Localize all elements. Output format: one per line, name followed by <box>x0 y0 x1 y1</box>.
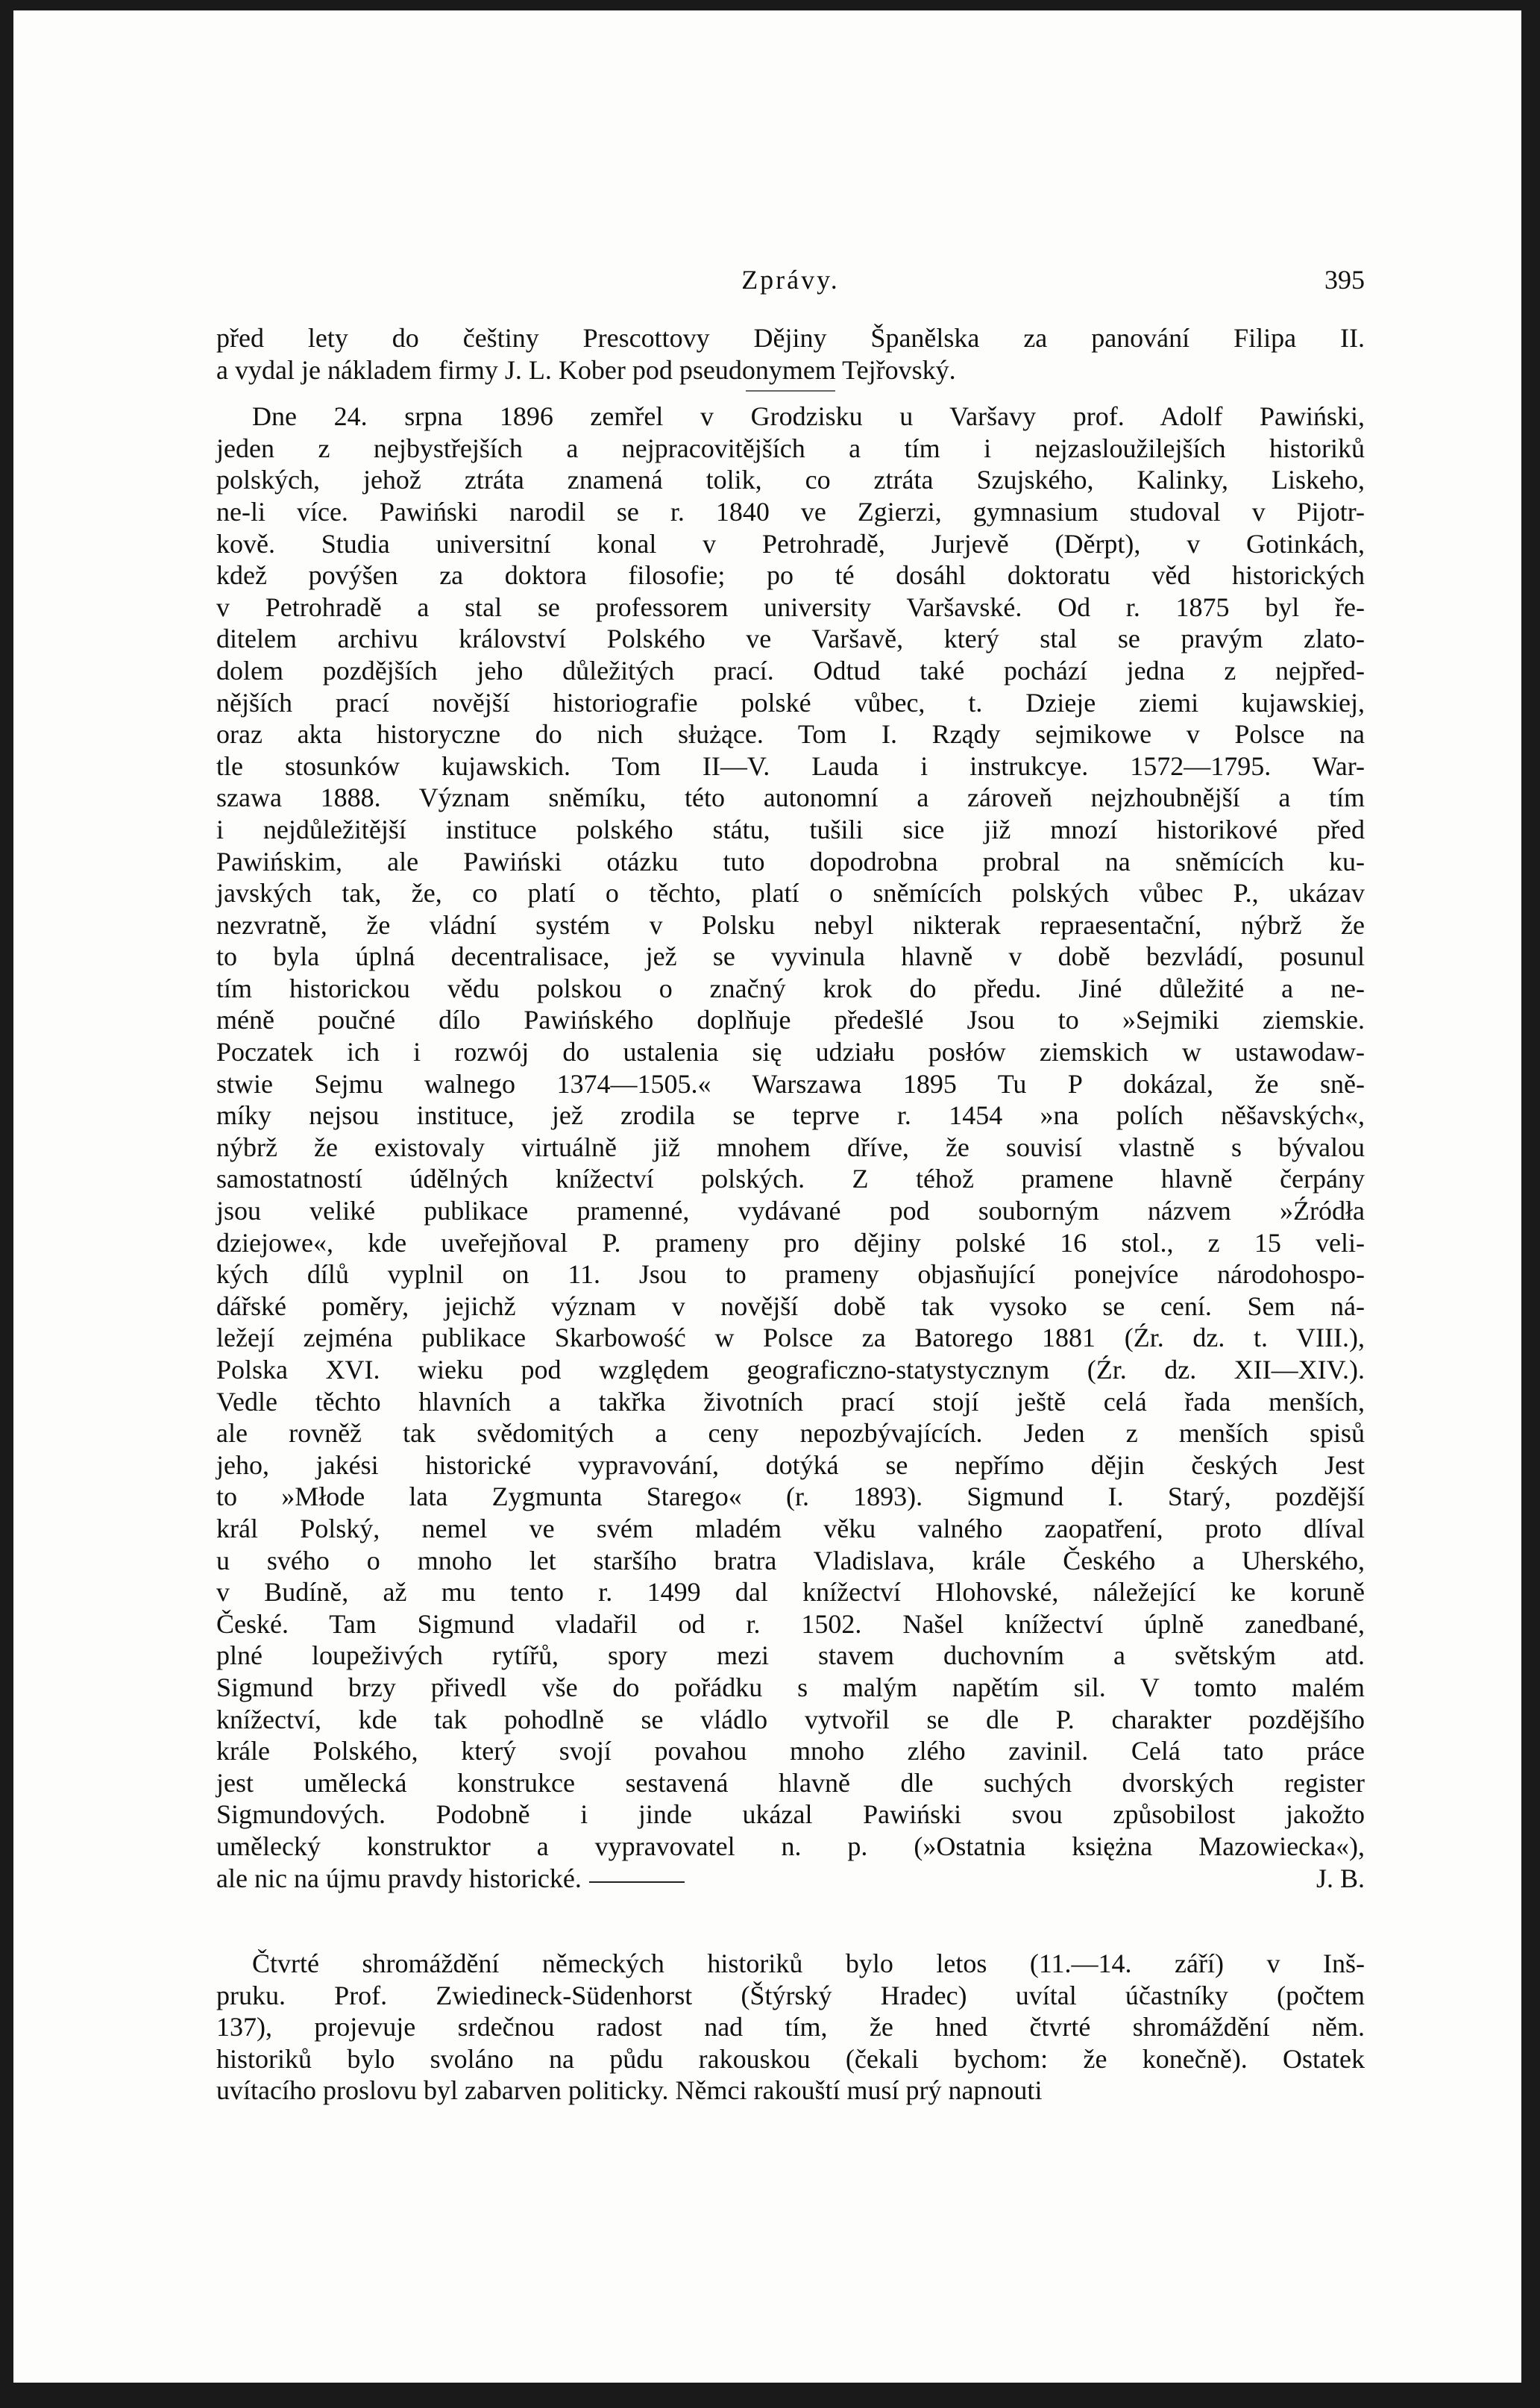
text-line: a vydal je nákladem firmy J. L. Kober pod pseudonymem Tejřovský. <box>216 354 956 385</box>
text-line: uvítacího proslovu byl zabarven politicky. Němci rakouští musí prý napnouti <box>216 2075 1043 2106</box>
text-line: Vedle těchto hlavních a takřka životních prací stojí ještě celá řada menších, <box>216 1386 1365 1417</box>
text-line: Sigmund brzy přivedl vše do pořádku s malým napětím sil. V tomto malém <box>216 1672 1365 1702</box>
text-line: ne-li více. Pawiński narodil se r. 1840 ve Zgierzi, gymnasium studoval v Pijotr- <box>216 496 1365 527</box>
running-header <box>216 264 1365 309</box>
text-line: tím historickou vědu polskou o značný krok do předu. Jiné důležité a ne- <box>216 973 1365 1003</box>
paragraph-obituary <box>216 401 1365 1894</box>
text-line: tle stosunków kujawskich. Tom II—V. Lauda i instrukcye. 1572—1795. War- <box>216 750 1365 781</box>
closing-text: ale nic na újmu pravdy historické. <box>216 1863 582 1893</box>
page-sheet <box>13 10 1521 2383</box>
text-line: krále Polského, který svojí povahou mnoho zlého zavinil. Celá tato práce <box>216 1736 1365 1766</box>
text-line: szawa 1888. Význam sněmíku, této autonomní a zároveň nejzhoubnější a tím <box>216 783 1365 813</box>
text-line: ležejí zejména publikace Skarbowość w Polsce za Batorego 1881 (Źr. dz. t. VIII.), <box>216 1323 1365 1353</box>
text-line: nezvratně, že vládní systém v Polsku nebyl nikterak repraesentační, nýbrž že <box>216 909 1365 940</box>
text-line: historiků bylo svoláno na půdu rakouskou (čekali bychom: že konečně). Ostatek <box>216 2043 1365 2074</box>
text-line: umělecký konstruktor a vypravovatel n. p. (»Ostatnia księżna Mazowiecka«), <box>216 1831 1365 1861</box>
text-line: jeho, jakési historické vypravování, dotýká se nepřímo dějin českých Jest <box>216 1449 1365 1480</box>
text-line: Čtvrté shromáždění německých historiků bylo letos (11.—14. září) v Inš- <box>252 1948 1365 1979</box>
text-line: plné loupeživých rytířů, spory mezi stavem duchovním a světským atd. <box>216 1640 1365 1671</box>
text-line: kých dílů vyplnil on 11. Jsou to prameny objasňující ponejvíce národohospo- <box>216 1259 1365 1290</box>
text-line: ale rovněž tak svědomitých a ceny nepozbývajících. Jeden z menších spisů <box>216 1418 1365 1449</box>
text-line: Dne 24. srpna 1896 zemřel v Grodzisku u Varšavy prof. Adolf Pawiński, <box>252 401 1365 432</box>
text-line-last <box>216 1863 1365 1895</box>
page-number: 395 <box>1324 265 1365 295</box>
text-line: ditelem archivu království Polského ve Varšavě, který stal se pravým zlato- <box>216 624 1365 654</box>
text-line: dziejowe«, kde uveřejňoval P. prameny pro dějiny polské 16 stol., z 15 veli- <box>216 1227 1365 1258</box>
text-line: dolem pozdějších jeho důležitých prací. Odtud také pochází jedna z nejpřed- <box>216 655 1365 686</box>
text-line: Poczatek ich i rozwój do ustalenia się udziału posłów ziemskich w ustawodaw- <box>216 1037 1365 1067</box>
paragraph-historians-assembly <box>216 1948 1365 2107</box>
text-line: to »Młode lata Zygmunta Starego« (r. 1893). Sigmund I. Starý, pozdější <box>216 1482 1365 1512</box>
text-line: nějších prací novější historiografie polské vůbec, t. Dzieje ziemi kujawskiej, <box>216 687 1365 718</box>
running-title: Zprávy. <box>741 265 840 295</box>
text-line: kově. Studia universitní konal v Petrohradě, Jurjevě (Děrpt), v Gotinkách, <box>216 528 1365 559</box>
text-line: jest umělecká konstrukce sestavená hlavně dle suchých dvorských register <box>216 1767 1365 1798</box>
text-line: knížectví, kde tak pohodlně se vládlo vytvořil se dle P. charakter pozdějšího <box>216 1704 1365 1734</box>
text-line: České. Tam Sigmund vladařil od r. 1502. Našel knížectví úplně zanedbané, <box>216 1608 1365 1639</box>
document-page <box>216 264 1365 2107</box>
text-line: kdež povýšen za doktora filosofie; po té dosáhl doktoratu věd historických <box>216 560 1365 591</box>
text-line: před lety do češtiny Prescottovy Dějiny Španělska za panování Filipa II. <box>216 323 1365 353</box>
text-line: i nejdůležitější instituce polského státu, tušili sice již mnozí historikové před <box>216 814 1365 844</box>
text-line: méně poučné dílo Pawińského doplňuje předešlé Jsou to »Sejmiki ziemskie. <box>216 1005 1365 1035</box>
text-line: Pawińskim, ale Pawiński otázku tuto dopodrobna probral na sněmících ku- <box>216 846 1365 877</box>
text-line: stwie Sejmu walnego 1374—1505.« Warszawa 1895 Tu P dokázal, že sně- <box>216 1068 1365 1099</box>
text-line: samostatností údělných knížectví polských. Z téhož pramene hlavně čerpány <box>216 1164 1365 1194</box>
text-line: pruku. Prof. Zwiedineck-Südenhorst (Štýrský Hradec) uvítal účastníky (počtem <box>216 1980 1365 2010</box>
text-line: Polska XVI. wieku pod względem geograficzno-statystycznym (Źr. dz. XII—XIV.). <box>216 1355 1365 1385</box>
section-divider <box>746 390 835 392</box>
text-line: nýbrž že existovaly virtuálně již mnohem dříve, že souvisí vlastně s bývalou <box>216 1132 1365 1162</box>
paragraph-translation-note <box>216 322 1365 386</box>
text-line: Sigmundových. Podobně i jinde ukázal Pawiński svou způsobilost jakožto <box>216 1799 1365 1830</box>
paragraph-gap <box>216 1894 1365 1948</box>
text-line: u svého o mnoho let staršího bratra Vladislava, krále Českého a Uherského, <box>216 1545 1365 1575</box>
text-line: jsou veliké publikace pramenné, vydávané pod souborným názvem »Źródła <box>216 1196 1365 1226</box>
text-line: dářské poměry, jejichž význam v novější době tak vysoko se cení. Sem ná- <box>216 1291 1365 1321</box>
author-signature: J. B. <box>1316 1863 1365 1893</box>
text-line: v Budíně, až mu tento r. 1499 dal knížectví Hlohovské, náležející ke koruně <box>216 1577 1365 1608</box>
text-line: javských tak, že, co platí o těchto, platí o sněmících polských vůbec P., ukázav <box>216 878 1365 909</box>
text-line: to byla úplná decentralisace, jež se vyvinula hlavně v době bezvládí, posunul <box>216 941 1365 972</box>
closing-rule <box>589 1881 685 1883</box>
text-line: oraz akta historyczne do nich służące. Tom I. Rządy sejmikowe v Polsce na <box>216 719 1365 750</box>
text-line: jeden z nejbystřejších a nejpracovitějších a tím i nejzasloužilejších historiků <box>216 433 1365 463</box>
text-line: polských, jehož ztráta znamená tolik, co ztráta Szujského, Kalinky, Liskeho, <box>216 465 1365 495</box>
text-line: král Polský, nemel ve svém mladém věku valného zaopatření, proto dlíval <box>216 1513 1365 1543</box>
text-line: míky nejsou instituce, jež zrodila se teprve r. 1454 »na polích něšavských«, <box>216 1100 1365 1131</box>
text-line: v Petrohradě a stal se professorem university Varšavské. Od r. 1875 byl ře- <box>216 592 1365 622</box>
text-line: 137), projevuje srdečnou radost nad tím, že hned čtvrté shromáždění něm. <box>216 2012 1365 2042</box>
